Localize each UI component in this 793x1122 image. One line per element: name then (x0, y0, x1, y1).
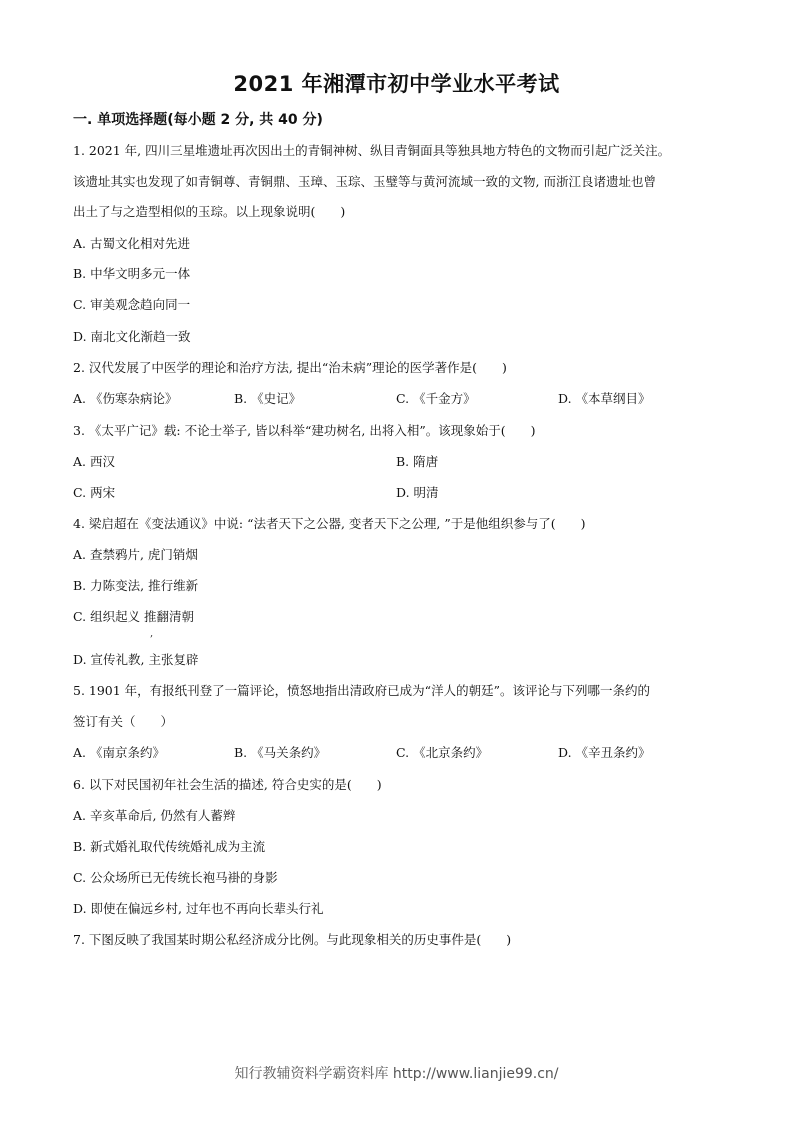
q3-option-b: B. 隋唐 (396, 454, 439, 469)
q4-option-d: D. 宣传礼教, 主张复辟 (73, 652, 199, 667)
q5-option-b: B. 《马关条约》 (234, 745, 327, 760)
q2-option-a: A. 《伤寒杂病论》 (73, 391, 178, 406)
q3-option-d: D. 明清 (396, 485, 439, 500)
q1-option-c: C. 审美观念趋向同一 (73, 297, 191, 312)
q2-option-d: D. 《本草纲目》 (558, 391, 651, 406)
q1-option-a: A. 古蜀文化相对先进 (73, 236, 190, 251)
q4-option-a: A. 查禁鸦片, 虎门销烟 (73, 547, 198, 562)
q3-option-c: C. 两宋 (73, 485, 116, 500)
q5-option-d: D. 《辛丑条约》 (558, 745, 651, 760)
q6-option-a: A. 辛亥革命后, 仍然有人蓄辫 (73, 808, 236, 823)
q6-option-b: B. 新式婚礼取代传统婚礼成为主流 (73, 839, 266, 854)
q5-line-1: 5. 1901 年，有报纸刊登了一篇评论，愤怒地指出清政府已成为“洋人的朝廷”。该评论与下列哪一条约的 (73, 683, 650, 698)
footer-watermark: 知行教辅资料学霸资料库 http://www.lianjie99.cn/ (234, 1066, 559, 1082)
section-heading: 一. 单项选择题(每小题 2 分, 共 40 分) (73, 112, 323, 128)
q1-line-3: 出土了与之造型相似的玉琮。以上现象说明( ) (73, 204, 346, 219)
q4-stem: 4. 梁启超在《变法通议》中说: “法者天下之公器, 变者天下之公理, ”于是他组织参与了( ) (73, 516, 586, 531)
q4-option-c: C. 组织起义 推翻清朝 (73, 609, 195, 624)
q4-option-b: B. 力陈变法, 推行维新 (73, 578, 199, 593)
q7-stem: 7. 下图反映了我国某时期公私经济成分比例。与此现象相关的历史事件是( ) (73, 932, 512, 947)
q2-option-c: C. 《千金方》 (396, 391, 476, 406)
q1-option-d: D. 南北文化渐趋一致 (73, 329, 191, 344)
q6-option-d: D. 即使在偏远乡村, 过年也不再向长辈头行礼 (73, 901, 324, 916)
q1-line-1: 1. 2021 年, 四川三星堆遗址再次因出土的青铜神树、纵目青铜面具等独具地方特色的文物而引起广泛关注。 (73, 143, 671, 158)
q5-option-a: A. 《南京条约》 (73, 745, 165, 760)
q5-line-2: 签订有关（ ） (73, 714, 174, 729)
q6-option-c: C. 公众场所已无传统长袍马褂的身影 (73, 870, 278, 885)
q2-option-b: B. 《史记》 (234, 391, 302, 406)
q6-stem: 6. 以下对民国初年社会生活的描述, 符合史实的是( ) (73, 777, 382, 792)
q5-option-c: C. 《北京条约》 (396, 745, 489, 760)
page-title: 2021 年湘潭市初中学业水平考试 (233, 72, 560, 96)
q1-line-2: 该遗址其实也发现了如青铜尊、青铜鼎、玉璋、玉琮、玉璧等与黄河流域一致的文物, 而浙江良诸遗址也曾 (73, 174, 656, 189)
q3-stem: 3. 《太平广记》载: 不论士举子, 皆以科举“建功树名, 出将入相”。该现象始于( ) (73, 423, 536, 438)
q1-option-b: B. 中华文明多元一体 (73, 266, 191, 281)
stray-mark: , (150, 628, 154, 639)
q2-stem: 2. 汉代发展了中医学的理论和治疗方法, 提出“治未病”理论的医学著作是( ) (73, 360, 507, 375)
q3-option-a: A. 西汉 (73, 454, 115, 469)
